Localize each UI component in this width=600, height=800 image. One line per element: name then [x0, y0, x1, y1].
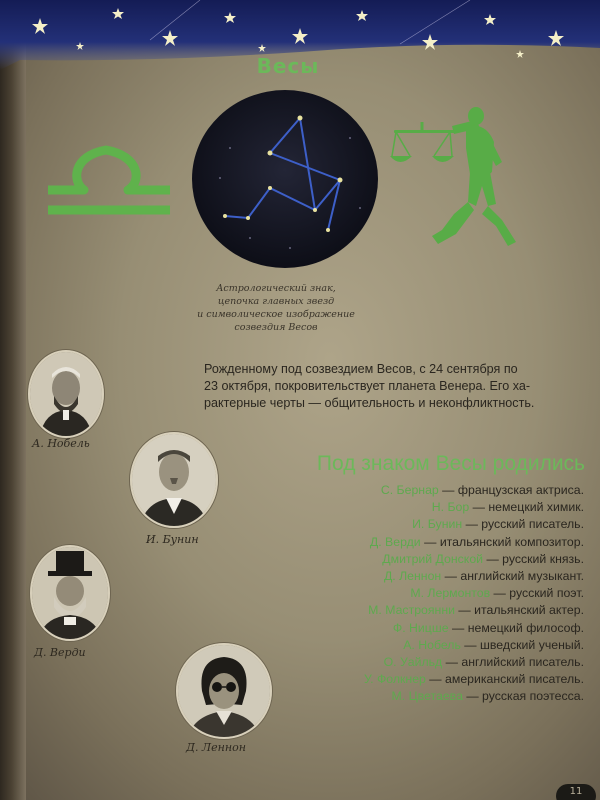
list-item — [254, 551, 584, 568]
list-item — [254, 585, 584, 602]
list-item — [254, 482, 584, 499]
person-name: Д. Леннон — [383, 569, 442, 584]
list-item — [254, 620, 584, 637]
section-title: Под знаком Весы родились — [316, 452, 585, 475]
intro-paragraph — [204, 361, 586, 412]
person-name: М. Мастроянни — [368, 603, 455, 618]
list-item — [254, 568, 584, 585]
person-description: — русский поэт. — [490, 586, 584, 601]
list-item — [254, 671, 584, 688]
person-description: — французская актриса. — [438, 483, 584, 497]
portrait-label: Д. Верди — [34, 646, 86, 659]
portrait-label: И. Бунин — [146, 533, 199, 546]
intro-line: Рожденному под созвездием Весов, с 24 сентября по — [204, 362, 518, 376]
portrait-nobel — [28, 350, 104, 438]
list-item — [254, 602, 584, 619]
list-item — [254, 654, 584, 671]
person-name: М. Лермонтов — [410, 586, 491, 601]
portrait-verdi — [30, 545, 110, 641]
caption-line: цепочка главных звезд — [217, 296, 335, 307]
list-item — [254, 637, 584, 654]
constellation-caption — [186, 282, 366, 334]
portrait-label: Д. Леннон — [186, 741, 246, 754]
person-name: О. Уайльд — [383, 655, 443, 670]
person-description: — русская поэтесса. — [462, 689, 584, 704]
caption-line: Астрологический знак, — [216, 283, 336, 294]
person-description: — немецкий химик. — [469, 500, 584, 515]
person-description: — русский писатель. — [462, 517, 584, 532]
constellation-icon — [190, 88, 380, 270]
portrait-bunin — [130, 432, 218, 528]
page-number: 11 — [556, 784, 596, 800]
list-item — [254, 499, 584, 516]
intro-line: 23 октября, покровительствует планета Венера. Его ха- — [204, 379, 531, 393]
libra-symbol-icon — [44, 138, 174, 218]
person-description: — американский писатель. — [425, 672, 584, 687]
list-item — [254, 516, 584, 533]
caption-line: созвездия Весов — [234, 322, 318, 333]
book-spine — [0, 0, 26, 800]
person-name: Н. Бор — [431, 500, 470, 515]
person-name: У. Фолкнер — [363, 672, 426, 687]
person-description: — шведский ученый. — [460, 637, 584, 652]
born-under-sign-list — [254, 482, 584, 706]
person-name: М. Цветаева — [391, 689, 463, 704]
portrait-label: А. Нобель — [32, 437, 90, 450]
caption-line: и символическое изображение — [197, 309, 355, 320]
list-item — [254, 534, 584, 551]
list-item — [254, 688, 584, 705]
intro-line: рактерные черты — общительность и неконфликтность. — [204, 396, 535, 410]
person-name: Дмитрий Донской — [382, 551, 484, 566]
person-description: — русский князь. — [483, 551, 584, 566]
person-description: — итальянский композитор. — [420, 534, 584, 549]
person-name: Д. Верди — [369, 534, 421, 549]
person-name: Ф. Ницше — [392, 620, 449, 635]
person-name: А. Нобель — [403, 637, 461, 652]
person-description: — английский писатель. — [442, 655, 584, 670]
person-name: С. Бернар — [380, 483, 439, 497]
person-name: И. Бунин — [412, 517, 463, 532]
libra-figure-icon — [384, 102, 524, 252]
person-description: — английский музыкант. — [441, 569, 584, 584]
page-title: Весы — [256, 54, 320, 78]
person-description: — итальянский актер. — [455, 603, 584, 618]
person-description: — немецкий философ. — [448, 620, 584, 635]
